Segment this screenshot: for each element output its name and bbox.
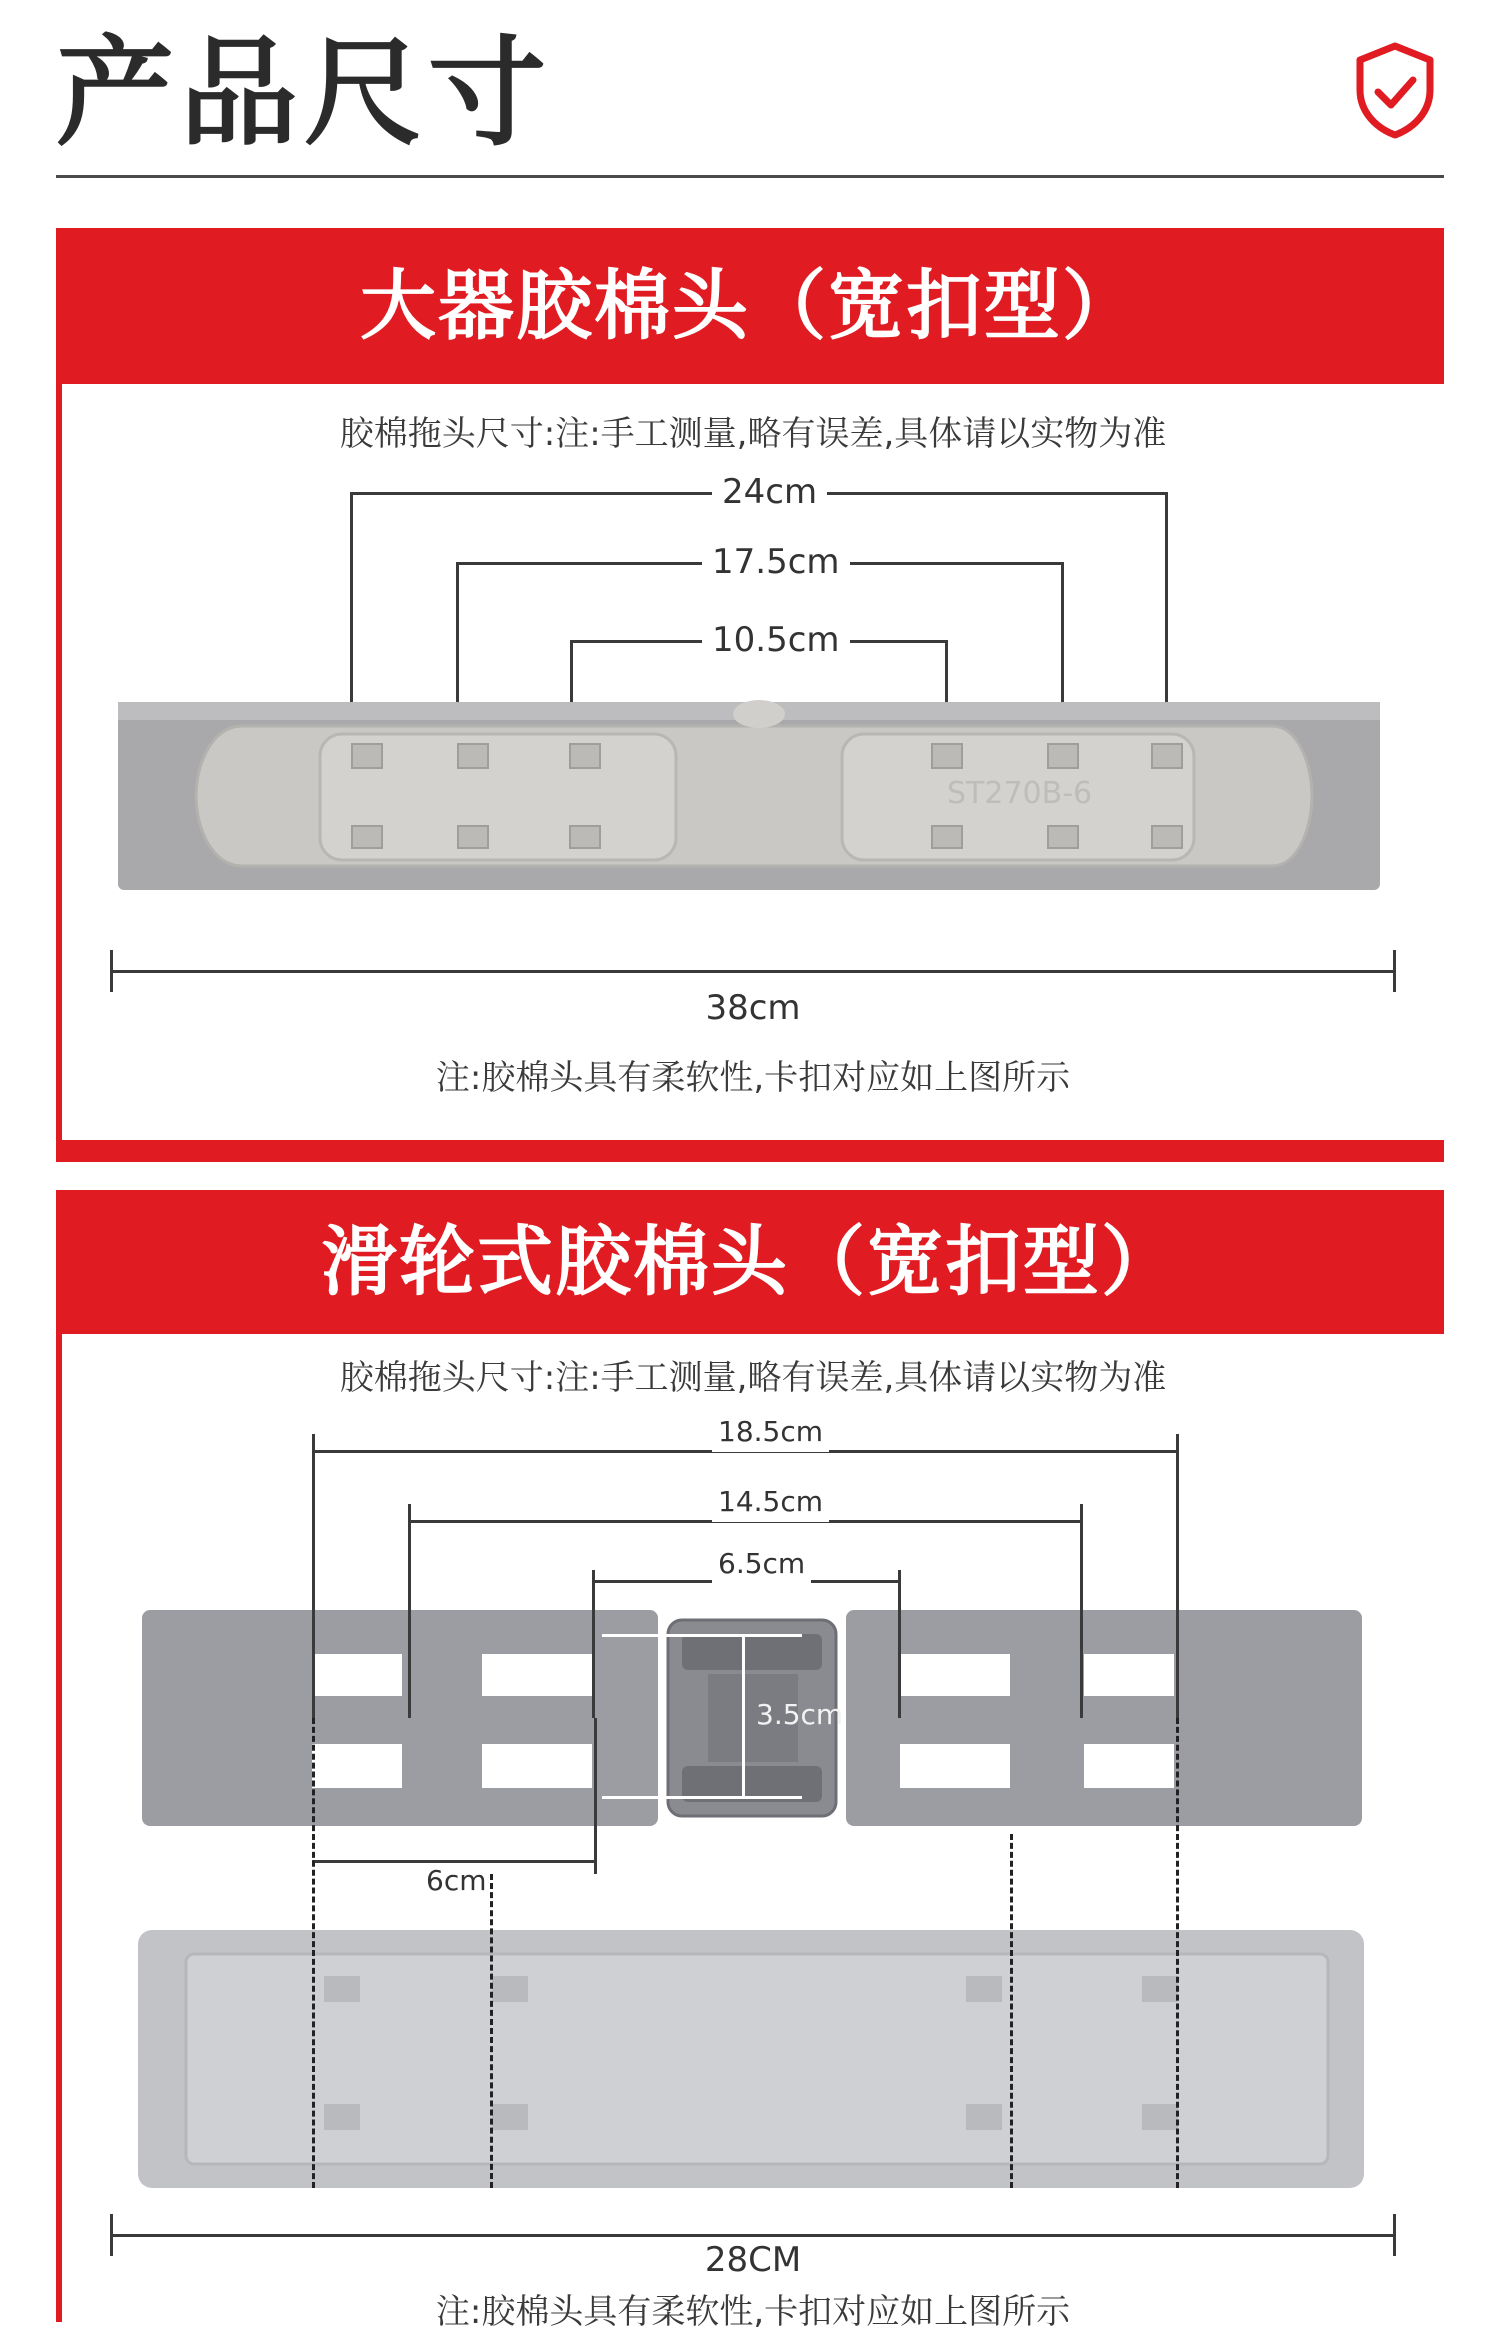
- section-title: 大器胶棉头（宽扣型）: [56, 228, 1444, 384]
- section-title: 滑轮式胶棉头（宽扣型）: [56, 1190, 1444, 1334]
- section-body: [56, 384, 1444, 1140]
- dim-tick: [1393, 950, 1396, 992]
- dim-tick: [602, 1796, 802, 1799]
- section-roller-sponge: [56, 1190, 1444, 2332]
- softness-note: 注:胶棉头具有柔软性,卡扣对应如上图所示: [435, 2292, 1071, 2332]
- section-body: [56, 1334, 1444, 2332]
- measure-note: 胶棉拖头尺寸:注:手工测量,略有误差,具体请以实物为准: [339, 414, 1167, 454]
- dim-line-6: [312, 1860, 596, 1863]
- alignment-guide: [1176, 1718, 1179, 2188]
- dim-tick: [312, 1434, 315, 1718]
- dim-line-28: [110, 2234, 1396, 2237]
- shield-check-icon: [1350, 40, 1440, 140]
- title-divider: [56, 175, 1444, 178]
- alignment-guide: [490, 1874, 493, 2188]
- dim-label-3-5: 3.5cm: [756, 1698, 844, 1731]
- dim-label-17-5: 17.5cm: [702, 542, 850, 582]
- dim-label-38: 38cm: [705, 988, 801, 1028]
- dim-label-10-5: 10.5cm: [702, 620, 850, 660]
- dim-label-14-5: 14.5cm: [712, 1482, 829, 1522]
- dim-line-3-5: [742, 1634, 745, 1798]
- dim-label-28: 28CM: [704, 2240, 802, 2280]
- dim-line-38: [110, 970, 1396, 973]
- dim-tick: [1080, 1504, 1083, 1718]
- softness-note: 注:胶棉头具有柔软性,卡扣对应如上图所示: [435, 1058, 1071, 1098]
- dim-label-24: 24cm: [712, 472, 827, 512]
- alignment-guide: [312, 1718, 315, 2188]
- section-wide-clip-sponge: [56, 228, 1444, 1162]
- alignment-guide: [1010, 1834, 1013, 2188]
- section-bottom-bar: [56, 1140, 1444, 1162]
- dim-tick: [110, 950, 113, 992]
- page-title: 产品尺寸: [56, 24, 553, 162]
- dim-tick: [898, 1570, 901, 1718]
- dim-label-18-5: 18.5cm: [712, 1412, 829, 1452]
- dim-tick: [1176, 1434, 1179, 1718]
- part-mark: ST270B-6: [947, 776, 1093, 811]
- dim-tick: [594, 1718, 597, 1874]
- measure-note: 胶棉拖头尺寸:注:手工测量,略有误差,具体请以实物为准: [339, 1358, 1167, 1398]
- dim-tick: [408, 1504, 411, 1718]
- dim-label-6: 6cm: [426, 1864, 487, 1897]
- dim-tick: [602, 1634, 802, 1637]
- dim-label-6-5: 6.5cm: [712, 1544, 811, 1584]
- dim-tick: [592, 1570, 595, 1718]
